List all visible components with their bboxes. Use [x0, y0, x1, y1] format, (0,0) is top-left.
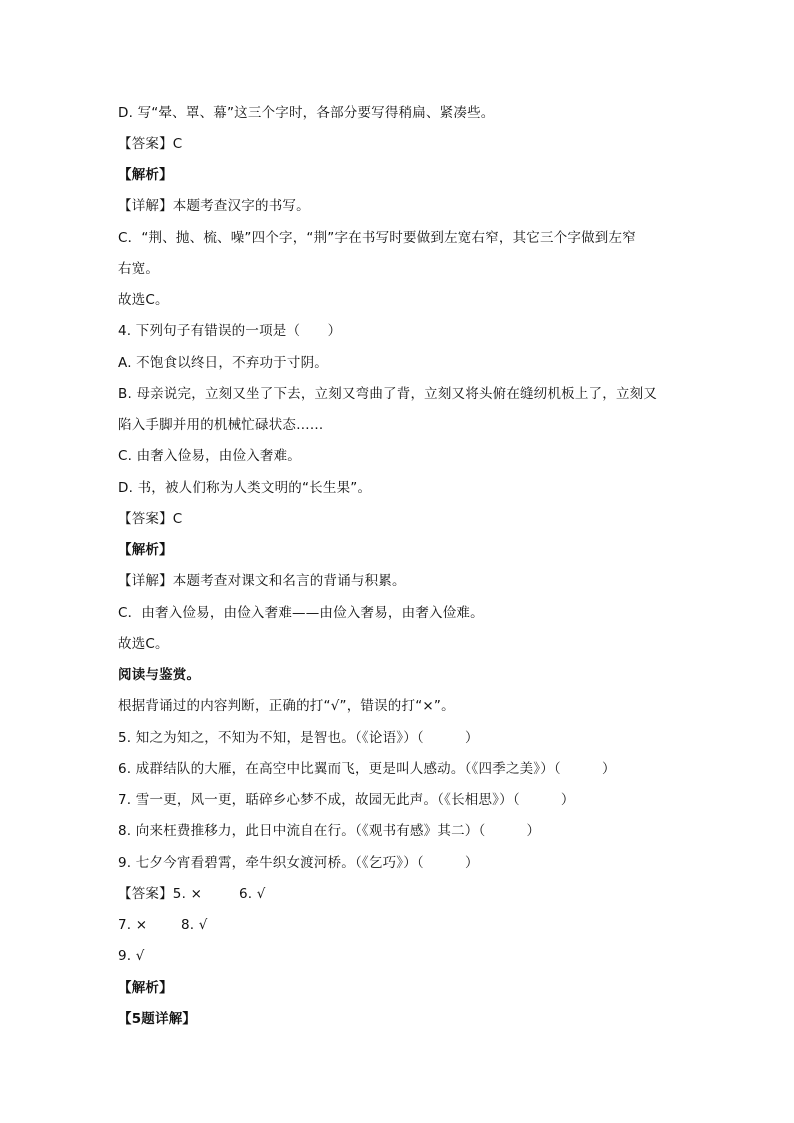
- question-8: 8. 向来枉费推移力，此日中流自在行。（《观书有感》其二）（ ）: [118, 823, 541, 839]
- explanation-line-2: C．由奢入俭易，由俭入奢难——由俭入奢易，由奢入俭难。: [118, 605, 484, 621]
- instruction-line: 根据背诵过的内容判断，正确的打“√”，错误的打“×”。: [118, 698, 455, 714]
- answer-row-1: [118, 885, 266, 903]
- choice-line-2: 故选C。: [118, 636, 169, 652]
- question-4: 4. 下列句子有错误的一项是（ ）: [118, 323, 342, 339]
- answer-9: 9. √: [118, 948, 145, 964]
- question-4-option-d: D. 书，被人们称为人类文明的“长生果”。: [118, 480, 372, 496]
- question-4-option-c: C. 由奢入俭易，由俭入奢难。: [118, 448, 302, 464]
- question-7: 7. 雪一更，风一更，聒碎乡心梦不成，故园无此声。（《长相思》）（ ）: [118, 792, 575, 808]
- choice-line: 故选C。: [118, 292, 169, 308]
- answer-8: 8. √: [181, 917, 208, 933]
- question-5-detail-heading: 【5题详解】: [118, 1011, 197, 1027]
- question-9: 9. 七夕今宵看碧霄，牵牛织女渡河桥。（《乞巧》）（ ）: [118, 855, 479, 871]
- question-4-option-a: A. 不饱食以终日，不弃功于寸阴。: [118, 355, 328, 371]
- answer-row-2: [118, 916, 208, 934]
- question-5: 5. 知之为知之，不知为不知，是智也。（《论语》）（ ）: [118, 730, 479, 746]
- option-d-line: D. 写“晕、罩、幕”这三个字时，各部分要写得稍扁、紧凑些。: [118, 105, 495, 121]
- answer-7: 7. ×: [118, 917, 148, 933]
- analysis-heading-2: 【解析】: [118, 542, 173, 558]
- question-4-option-b: B. 母亲说完，立刻又坐了下去，立刻又弯曲了背，立刻又将头俯在缝纫机板上了，立刻又: [118, 386, 658, 402]
- answer-label-2: 【答案】C: [118, 511, 183, 527]
- explanation-line: C．“荆、抛、梳、噪”四个字，“荆”字在书写时要做到左宽右窄，其它三个字做到左窄: [118, 230, 636, 246]
- question-6: 6. 成群结队的大雁，在高空中比翼而飞，更是叫人感动。（《四季之美》）（ ）: [118, 761, 616, 777]
- answer-label: 【答案】C: [118, 136, 183, 152]
- question-4-option-b-cont: 陷入手脚并用的机械忙碌状态……: [118, 417, 324, 433]
- explanation-line-cont: 右宽。: [118, 261, 160, 277]
- answer-5: 【答案】5. ×: [118, 886, 203, 902]
- detail-line: 【详解】本题考查汉字的书写。: [118, 198, 310, 214]
- detail-line-2: 【详解】本题考查对课文和名言的背诵与积累。: [118, 573, 406, 589]
- analysis-heading: 【解析】: [118, 167, 173, 183]
- answer-6: 6. √: [239, 886, 266, 902]
- section-heading: 阅读与鉴赏。: [118, 667, 201, 683]
- analysis-heading-3: 【解析】: [118, 980, 173, 996]
